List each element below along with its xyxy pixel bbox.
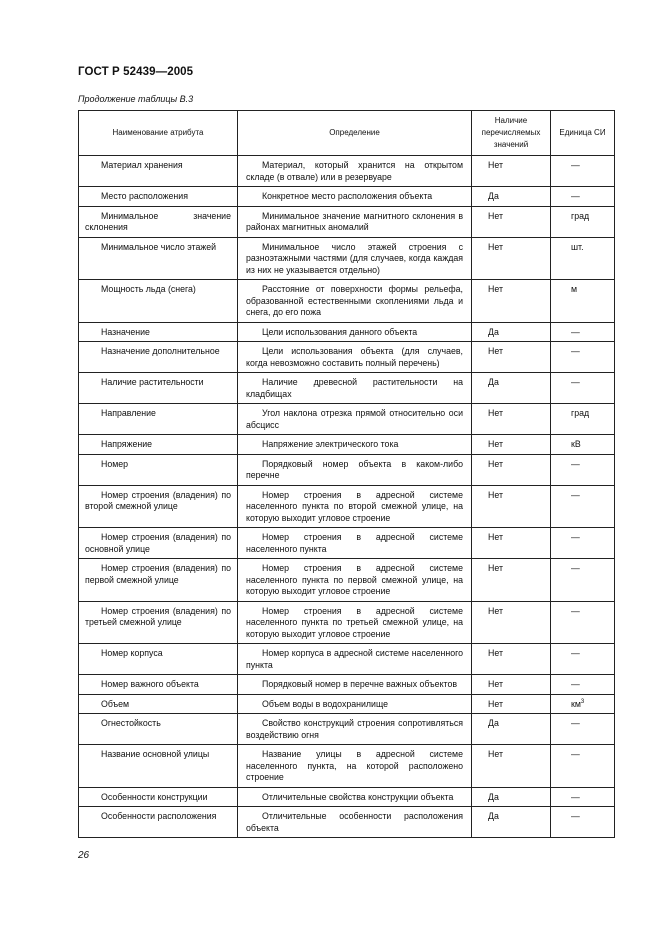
enum-cell: Да [472, 322, 551, 342]
table-row [79, 559, 615, 602]
unit-value: — [571, 811, 580, 821]
definition-text: Порядковый номер объекта в каком-либо перечне [246, 458, 463, 480]
definition-cell [238, 187, 472, 207]
attribute-name-cell [79, 187, 238, 207]
table-header-row [79, 111, 615, 156]
definition-text: Отличительные свойства конструкции объекта [262, 791, 454, 802]
table-row [79, 373, 615, 404]
unit-superscript: 3 [580, 698, 585, 705]
unit-cell [551, 485, 615, 528]
unit-cell [551, 559, 615, 602]
definition-text: Номер строения в адресной системе населенного пункта по второй смежной улице, на которую выходит угловое строение [246, 489, 463, 523]
unit-cell [551, 156, 615, 187]
unit-value: — [571, 191, 580, 201]
unit-cell [551, 454, 615, 485]
table-row [79, 322, 615, 342]
table-row [79, 485, 615, 528]
definition-cell [238, 714, 472, 745]
table-row [79, 528, 615, 559]
attribute-name-cell [79, 280, 238, 323]
attribute-name: Огнестойкость [101, 718, 161, 728]
definition-cell [238, 694, 472, 714]
enum-cell: Нет [472, 342, 551, 373]
unit-cell [551, 373, 615, 404]
definition-text: Название улицы в адресной системе населенного пункта, на которой расположено строение [246, 749, 463, 782]
attribute-name: Номер корпуса [101, 648, 163, 658]
attribute-name-cell [79, 373, 238, 404]
attributes-table [78, 110, 615, 838]
attribute-name: Особенности расположения [101, 811, 217, 821]
attribute-name-cell [79, 714, 238, 745]
enum-cell: Нет [472, 156, 551, 187]
unit-value: — [571, 326, 580, 337]
enum-cell: Да [472, 807, 551, 838]
attribute-name-cell [79, 694, 238, 714]
definition-text: Объем воды в водохранилище [262, 698, 388, 709]
attribute-name-cell [79, 454, 238, 485]
definition-text: Минимальное число этажей строения с разноэтажными частями (для случаев, когда каждая из них не указывается отдельно) [246, 241, 463, 275]
definition-cell [238, 454, 472, 485]
unit-cell [551, 435, 615, 455]
definition-cell [238, 404, 472, 435]
unit-value: — [571, 718, 580, 728]
attribute-name: Название основной улицы [101, 749, 210, 759]
unit-value: град [571, 210, 590, 221]
unit-value: — [571, 377, 580, 387]
unit-cell [551, 342, 615, 373]
unit-value: шт. [571, 241, 584, 252]
unit-value: — [571, 749, 580, 759]
definition-cell [238, 342, 472, 373]
enum-cell: Да [472, 714, 551, 745]
attribute-name: Мощность льда (снега) [101, 284, 196, 294]
unit-value: — [571, 605, 580, 616]
unit-cell [551, 787, 615, 807]
table-row [79, 675, 615, 695]
unit-cell [551, 745, 615, 788]
attribute-name: Напряжение [101, 439, 153, 449]
definition-text: Наличие древесной растительности на кладбищах [246, 377, 463, 399]
definition-text: Номер корпуса в адресной системе населенного пункта [246, 648, 463, 670]
enum-cell: Нет [472, 559, 551, 602]
definition-cell [238, 237, 472, 280]
unit-value: км [571, 698, 581, 709]
definition-text: Конкретное место расположения объекта [262, 191, 433, 201]
attribute-name: Назначение [101, 326, 150, 337]
attribute-name: Номер строения (владения) по основной улице [85, 532, 231, 554]
table-row [79, 342, 615, 373]
attribute-name-cell [79, 435, 238, 455]
unit-cell [551, 322, 615, 342]
enum-cell: Нет [472, 528, 551, 559]
attribute-name-cell [79, 675, 238, 695]
unit-value: м [571, 284, 578, 294]
unit-value: — [571, 648, 580, 658]
unit-cell [551, 675, 615, 695]
unit-cell [551, 807, 615, 838]
unit-value: — [571, 346, 580, 356]
attribute-name: Направление [101, 408, 156, 418]
document-title: ГОСТ Р 52439—2005 [78, 66, 194, 78]
definition-cell [238, 787, 472, 807]
attribute-name-cell [79, 404, 238, 435]
definition-cell [238, 206, 472, 237]
enum-cell: Нет [472, 745, 551, 788]
attribute-name-cell [79, 807, 238, 838]
table-row [79, 435, 615, 455]
table-row [79, 694, 615, 714]
definition-text: Минимальное значение магнитного склонения в районах магнитных аномалий [246, 210, 463, 232]
attribute-name-cell [79, 156, 238, 187]
attribute-name-cell [79, 322, 238, 342]
attribute-name-cell [79, 601, 238, 644]
attribute-name: Наличие растительности [101, 377, 204, 387]
attribute-name: Номер строения (владения) по первой смежной улице [85, 563, 231, 585]
table-body [79, 156, 615, 838]
table-row [79, 454, 615, 485]
enum-cell: Нет [472, 454, 551, 485]
table-row [79, 404, 615, 435]
enum-cell: Нет [472, 280, 551, 323]
attribute-name: Место расположения [101, 191, 188, 201]
attribute-name: Минимальное число этажей [101, 241, 217, 252]
enum-cell: Нет [472, 404, 551, 435]
definition-cell [238, 435, 472, 455]
definition-cell [238, 675, 472, 695]
unit-cell [551, 404, 615, 435]
unit-value: — [571, 563, 580, 573]
attribute-name: Особенности конструкции [101, 791, 208, 802]
unit-value: — [571, 458, 580, 469]
unit-value: — [571, 489, 580, 500]
enum-cell: Нет [472, 237, 551, 280]
enum-cell: Нет [472, 694, 551, 714]
definition-cell [238, 559, 472, 602]
attribute-name: Номер строения (владения) по третьей смежной улице [85, 605, 231, 627]
table-row [79, 745, 615, 788]
definition-cell [238, 528, 472, 559]
unit-cell [551, 714, 615, 745]
definition-text: Порядковый номер в перечне важных объектов [262, 679, 458, 689]
attribute-name-cell [79, 485, 238, 528]
table-row [79, 187, 615, 207]
table-header [79, 111, 615, 156]
table-row [79, 206, 615, 237]
attribute-name: Номер [101, 458, 129, 469]
definition-cell [238, 280, 472, 323]
definition-cell [238, 807, 472, 838]
unit-value: — [571, 160, 580, 170]
definition-cell [238, 485, 472, 528]
column-header-name: Наименование атрибута [79, 111, 238, 156]
attribute-name-cell [79, 237, 238, 280]
attribute-name-cell [79, 745, 238, 788]
definition-text: Расстояние от поверхности формы рельефа, образованной естественными скоплениями льда и снега, до его пожа [246, 284, 463, 317]
definition-cell [238, 322, 472, 342]
definition-text: Напряжение электрического тока [262, 439, 399, 449]
unit-cell [551, 237, 615, 280]
definition-text: Цели использования объекта (для случаев, когда невозможно составить полный перечень) [246, 346, 463, 368]
attributes-table-container [78, 110, 614, 838]
unit-cell [551, 528, 615, 559]
table-row [79, 787, 615, 807]
attribute-name-cell [79, 787, 238, 807]
unit-value: кВ [571, 439, 581, 449]
attribute-name: Назначение дополнительное [101, 346, 220, 356]
definition-text: Отличительные особенности расположения объекта [246, 811, 463, 833]
table-caption: Продолжение таблицы В.3 [78, 94, 194, 104]
unit-cell [551, 280, 615, 323]
attribute-name-cell [79, 206, 238, 237]
definition-cell [238, 156, 472, 187]
attribute-name: Объем [101, 698, 130, 709]
attribute-name-cell [79, 342, 238, 373]
definition-text: Номер строения в адресной системе населенного пункта [246, 532, 463, 554]
table-row [79, 156, 615, 187]
unit-value: — [571, 791, 580, 802]
definition-text: Номер строения в адресной системе населенного пункта по третьей смежной улице, на которую выходит угловое строение [246, 605, 463, 639]
table-row [79, 644, 615, 675]
attribute-name: Номер важного объекта [101, 679, 199, 689]
table-row [79, 280, 615, 323]
enum-cell: Да [472, 373, 551, 404]
column-header-definition: Определение [238, 111, 472, 156]
unit-value: — [571, 679, 580, 689]
definition-text: Цели использования данного объекта [262, 326, 418, 337]
column-header-unit: Единица СИ [551, 111, 615, 156]
definition-cell [238, 644, 472, 675]
enum-cell: Да [472, 187, 551, 207]
unit-cell [551, 206, 615, 237]
unit-value: — [571, 532, 580, 542]
column-header-enum: Наличие перечисляемых значений [472, 111, 551, 156]
enum-cell: Нет [472, 675, 551, 695]
enum-cell: Нет [472, 601, 551, 644]
definition-text: Свойство конструкций строения сопротивляться воздействию огня [246, 718, 463, 740]
definition-cell [238, 373, 472, 404]
definition-text: Угол наклона отрезка прямой относительно оси абсцисс [246, 408, 463, 430]
enum-cell: Нет [472, 485, 551, 528]
unit-cell [551, 644, 615, 675]
definition-cell [238, 601, 472, 644]
attribute-name: Минимальное значение склонения [85, 210, 231, 232]
definition-cell [238, 745, 472, 788]
attribute-name-cell [79, 528, 238, 559]
table-row [79, 807, 615, 838]
unit-cell [551, 694, 615, 714]
enum-cell: Нет [472, 435, 551, 455]
attribute-name-cell [79, 644, 238, 675]
definition-text: Номер строения в адресной системе населенного пункта по первой смежной улице, на которую выходит угловое строение [246, 563, 463, 596]
attribute-name: Номер строения (владения) по второй смежной улице [85, 489, 231, 511]
definition-text: Материал, который хранится на открытом складе (в отвале) или в резервуаре [246, 160, 463, 182]
enum-cell: Да [472, 787, 551, 807]
table-row [79, 237, 615, 280]
attribute-name: Материал хранения [101, 160, 183, 170]
enum-cell: Нет [472, 206, 551, 237]
attribute-name-cell [79, 559, 238, 602]
unit-value: град [571, 408, 590, 418]
unit-cell [551, 187, 615, 207]
unit-cell [551, 601, 615, 644]
table-row [79, 601, 615, 644]
enum-cell: Нет [472, 644, 551, 675]
page-number: 26 [78, 850, 90, 861]
table-row [79, 714, 615, 745]
